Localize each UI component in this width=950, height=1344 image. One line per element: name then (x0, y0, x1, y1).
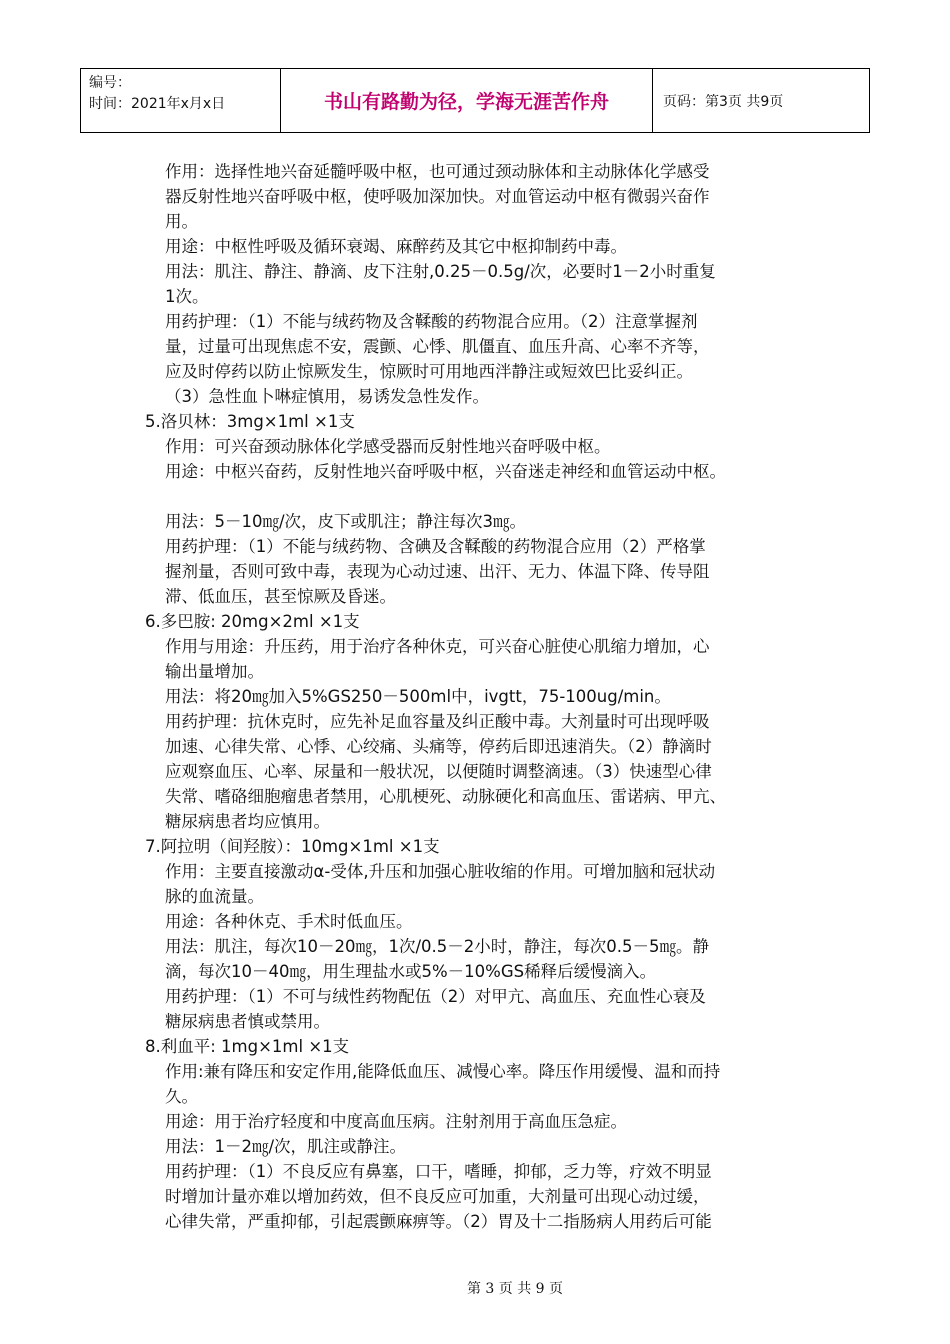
text-line: 1次。 (165, 287, 209, 306)
text-line: 输出量增加。 (165, 662, 264, 681)
number-label: 编号： (89, 75, 131, 91)
text-line: 作用：选择性地兴奋延髓呼吸中枢，也可通过颈动脉体和主动脉体化学感受 (165, 162, 710, 181)
text-line: 用法：将20㎎加入5%GS250－500ml中，ivgtt，75-100ug/min。 (165, 687, 671, 706)
text-line: 糖尿病患者慎或禁用。 (165, 1012, 330, 1031)
text-line: 失常、嗜硌细胞瘤患者禁用，心肌梗死、动脉硬化和高血压、雷诺病、甲亢、 (165, 787, 726, 806)
text-line: 脉的血流量。 (165, 887, 264, 906)
text-line: 量，过量可出现焦虑不安，震颤、心悸、肌僵直、血压升高、心率不齐等， (165, 337, 710, 356)
text-line: 用途：用于治疗轻度和中度高血压病。注射剂用于高血压急症。 (165, 1112, 627, 1131)
text-line: 滴，每次10－40㎎，用生理盐水或5%－10%GS稀释后缓慢滴入。 (165, 962, 657, 981)
header-meta (81, 69, 281, 132)
text-line: 用。 (165, 212, 198, 231)
text-line: 用药护理：抗休克时，应先补足血容量及纠正酸中毒。大剂量时可出现呼吸 (165, 712, 710, 731)
text-line: 用途：中枢性呼吸及循环衰竭、麻醉药及其它中枢抑制药中毒。 (165, 237, 627, 256)
drug-heading: 8.利血平: 1mg×1ml ×1支 (145, 1037, 350, 1056)
drug-heading: 6.多巴胺: 20mg×2ml ×1支 (145, 612, 360, 631)
page-label: 页码：第3页 共9页 (663, 93, 784, 110)
text-line: 应及时停药以防止惊厥发生，惊厥时可用地西泮静注或短效巴比妥纠正。 (165, 362, 693, 381)
motto: 书山有路勤为径，学海无涯苦作舟 (281, 69, 653, 132)
text-line: 用药护理：（1）不能与绒药物及含鞣酸的药物混合应用。（2）注意掌握剂 (165, 312, 698, 331)
text-line: 用法：1－2㎎/次，肌注或静注。 (165, 1137, 407, 1156)
date-label: 时间：2021年x月x日 (89, 96, 226, 112)
page-footer: 第 3 页 共 9 页 (466, 1281, 564, 1297)
drug-heading: 7.阿拉明（间羟胺）：10mg×1ml ×1支 (145, 837, 440, 856)
text-line: 滞、低血压，甚至惊厥及昏迷。 (165, 587, 396, 606)
text-line: 作用：可兴奋颈动脉体化学感受器而反射性地兴奋呼吸中枢。 (165, 437, 611, 456)
text-line: 时增加计量亦难以增加药效，但不良反应可加重，大剂量可出现心动过缓， (165, 1187, 710, 1206)
text-line: 加速、心律失常、心悸、心绞痛、头痛等，停药后即迅速消失。（2）静滴时 (165, 737, 712, 756)
text-line: 器反射性地兴奋呼吸中枢，使呼吸加深加快。对血管运动中枢有微弱兴奋作 (165, 187, 710, 206)
text-line: 用途：各种休克、手术时低血压。 (165, 912, 413, 931)
text-line: 用药护理：（1）不可与绒性药物配伍（2）对甲亢、高血压、充血性心衰及 (165, 987, 706, 1006)
text-line: 心律失常，严重抑郁，引起震颤麻痹等。（2）胃及十二指肠病人用药后可能 (165, 1212, 712, 1231)
text-line: 久。 (165, 1087, 198, 1106)
text-line: 应观察血压、心率、尿量和一般状况，以便随时调整滴速。（3）快速型心律 (165, 762, 712, 781)
text-line: 用法：肌注，每次10－20㎎，1次/0.5－2小时，静注，每次0.5－5㎎。静 (165, 937, 710, 956)
text-line: 用药护理：（1）不能与绒药物、含碘及含鞣酸的药物混合应用（2）严格掌 (165, 537, 706, 556)
text-line: 握剂量，否则可致中毒，表现为心动过速、出汗、无力、体温下降、传导阻 (165, 562, 710, 581)
text-line: 用途：中枢兴奋药，反射性地兴奋呼吸中枢，兴奋迷走神经和血管运动中枢。 (165, 462, 726, 481)
text-line: （3）急性血卜啉症慎用，易诱发急性发作。 (165, 387, 489, 406)
text-line: 用法：肌注、静注、静滴、皮下注射,0.25－0.5g/次，必要时1－2小时重复 (165, 262, 716, 281)
text-line: 作用与用途：升压药，用于治疗各种休克，可兴奋心脏使心肌缩力增加，心 (165, 637, 710, 656)
text-line: 用法：5－10㎎/次，皮下或肌注；静注每次3㎎。 (165, 512, 527, 531)
page-header (80, 68, 870, 133)
text-line: 作用：主要直接激动α-受体,升压和加强心脏收缩的作用。可增加脑和冠状动 (165, 862, 716, 881)
text-line: 用药护理：（1）不良反应有鼻塞，口干，嗜睡，抑郁，乏力等，疗效不明显 (165, 1162, 712, 1181)
drug-heading: 5.洛贝林：3mg×1ml ×1支 (145, 412, 355, 431)
text-line: 糖尿病患者均应慎用。 (165, 812, 330, 831)
text-line: 作用:兼有降压和安定作用,能降低血压、减慢心率。降压作用缓慢、温和而持 (165, 1062, 721, 1081)
